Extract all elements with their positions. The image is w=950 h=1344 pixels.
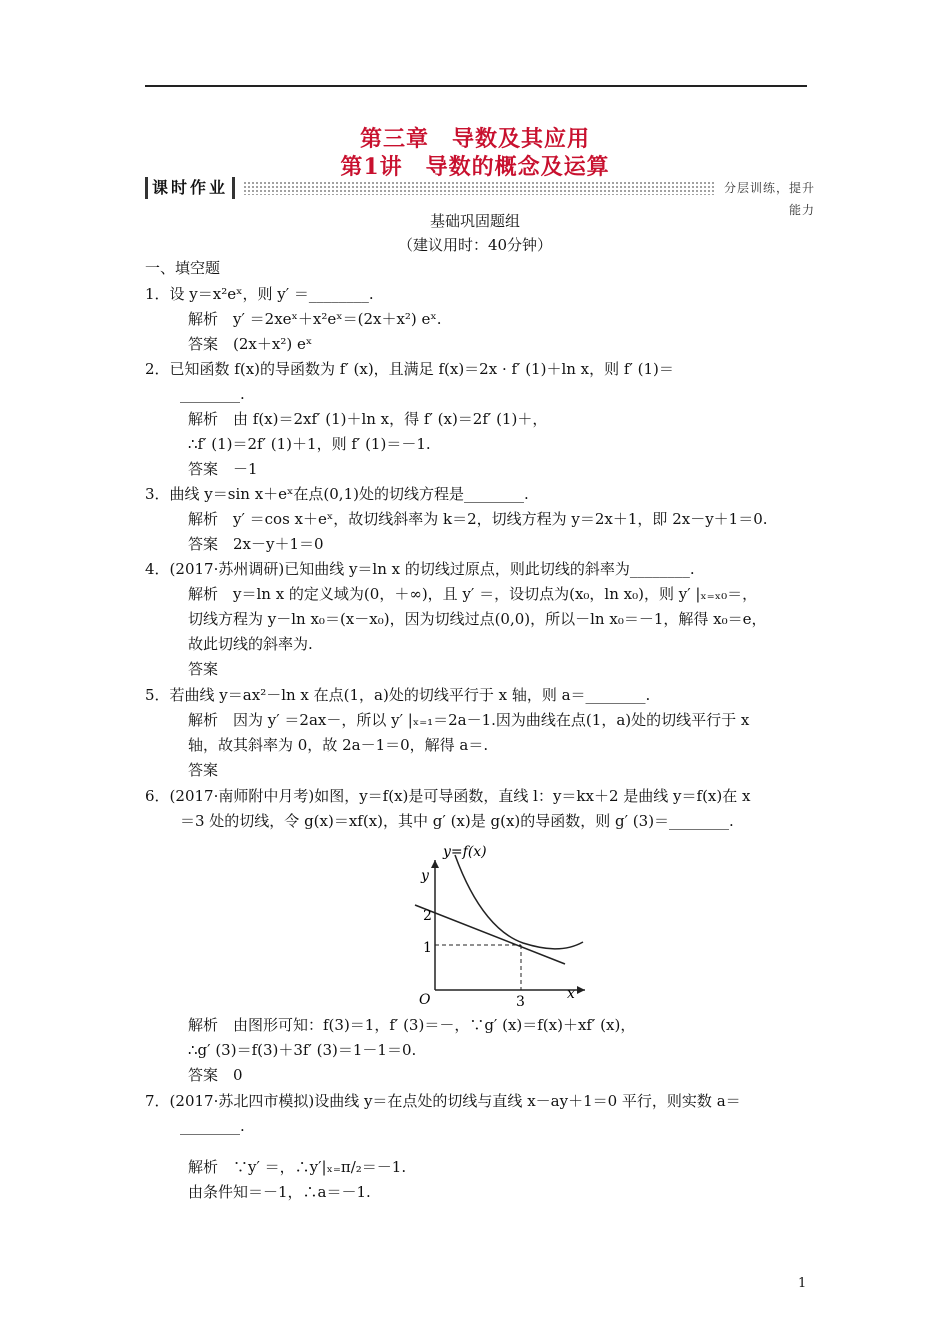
answer-5: 答案 [188,761,219,779]
curve-fx [455,855,583,949]
problem-5: 5．若曲线 y＝ax²－ln x 在点(1，a)处的切线平行于 x 轴，则 a＝________. [145,686,651,704]
tangent-line [415,905,565,964]
tangent-figure [405,840,595,1010]
problem-7: 7．(2017·苏北四市模拟)设曲线 y＝在点处的切线与直线 x－ay＋1＝0 平行，则实数 a＝ [145,1092,741,1110]
solution-4-line2: 切线方程为 y－ln x₀＝(x－x₀)，因为切线过点(0,0)，所以－ln x₀＝－1，解得 x₀＝e， [188,610,767,628]
homework-banner [145,177,815,217]
answer-3: 答案 2x－y＋1＝0 [188,535,324,553]
part-heading: 一、填空题 [145,259,221,277]
banner-slogan: 分层训练，提升能力 [723,181,815,217]
chapter-title: 第三章 导数及其应用 [359,126,590,152]
problem-4: 4．(2017·苏州调研)已知曲线 y＝ln x 的切线过原点，则此切线的斜率为________. [145,560,695,578]
tick-y-1: 1 [423,940,432,956]
problem-6-line2: ＝3 处的切线，令 g(x)＝xf(x)，其中 g′ (x)是 g(x)的导函数，则 g′ (3)＝________. [180,812,734,830]
solution-5-line1: 解析 因为 y′ ＝2ax－，所以 y′ |ₓ₌₁＝2a－1.因为曲线在点(1，a)处的切线平行于 x [188,711,750,729]
x-axis-label: x [567,986,575,1002]
answer-2: 答案 －1 [188,460,258,478]
solution-2-line1: 解析 由 f(x)＝2xf′ (1)＋ln x，得 f′ (x)＝2f′ (1)＋， [188,410,548,428]
solution-3: 解析 y′ ＝cos x＋eˣ，故切线斜率为 k＝2，切线方程为 y＝2x＋1，即 2x－y＋1＝0. [188,510,768,528]
solution-4-line3: 故此切线的斜率为. [188,635,313,653]
problem-6-line1: 6．(2017·南师附中月考)如图，y＝f(x)是可导函数，直线 l：y＝kx＋2 是曲线 y＝f(x)在 x [145,787,751,805]
top-rule [145,85,807,87]
solution-2-line2: ∴f′ (1)＝2f′ (1)＋1，则 f′ (1)＝－1. [188,435,431,453]
y-axis-arrow [431,860,439,868]
solution-6-line2: ∴g′ (3)＝f(3)＋3f′ (3)＝1－1＝0. [188,1041,417,1059]
answer-1: 答案 (2x＋x²) eˣ [188,335,313,353]
answer-4: 答案 [188,660,219,678]
lecture-title: 第1讲 导数的概念及运算 [340,154,610,180]
page-number: 1 [798,1276,807,1291]
solution-1: 解析 y′ ＝2xeˣ＋x²eˣ＝(2x＋x²) eˣ. [188,310,442,328]
solution-7-line2: 由条件知＝－1，∴a＝－1. [188,1183,371,1201]
solution-6-line1: 解析 由图形可知：f(3)＝1，f′ (3)＝－，∵g′ (x)＝f(x)＋xf′ (x)， [188,1016,636,1034]
problem-7-blank: ________. [180,1117,245,1135]
tick-x-3: 3 [516,994,525,1010]
solution-5-line2: 轴，故其斜率为 0，故 2a－1＝0，解得 a＝. [188,736,489,754]
solution-4-line1: 解析 y＝ln x 的定义域为(0，＋∞)，且 y′ ＝，设切点为(x₀，ln x₀)，则 y′ |ₓ₌ₓ₀＝， [188,585,758,603]
answer-6: 答案 0 [188,1066,243,1084]
banner-label: 课时作业 [145,177,235,199]
solution-7-line1: 解析 ∵y′ ＝，∴y′|ₓ₌π/₂＝－1. [188,1158,407,1176]
x-axis-arrow [577,986,585,994]
section-title: 基础巩固题组 [429,212,520,230]
problem-1: 1．设 y＝x²eˣ，则 y′ ＝________. [145,285,374,303]
problem-2: 2．已知函数 f(x)的导函数为 f′ (x)，且满足 f(x)＝2x · f′ (1)＋ln x，则 f′ (1)＝ [145,360,674,378]
curve-label: y=f(x) [443,844,487,860]
tick-y-2: 2 [423,908,432,924]
problem-2-blank: ________. [180,385,245,403]
banner-dotted-fill [243,181,715,195]
origin-label: O [419,992,431,1008]
problem-3: 3．曲线 y＝sin x＋eˣ在点(0,1)处的切线方程是________. [145,485,529,503]
y-axis-label: y [421,868,429,884]
section-subtitle: （建议用时：40分钟） [397,236,553,254]
